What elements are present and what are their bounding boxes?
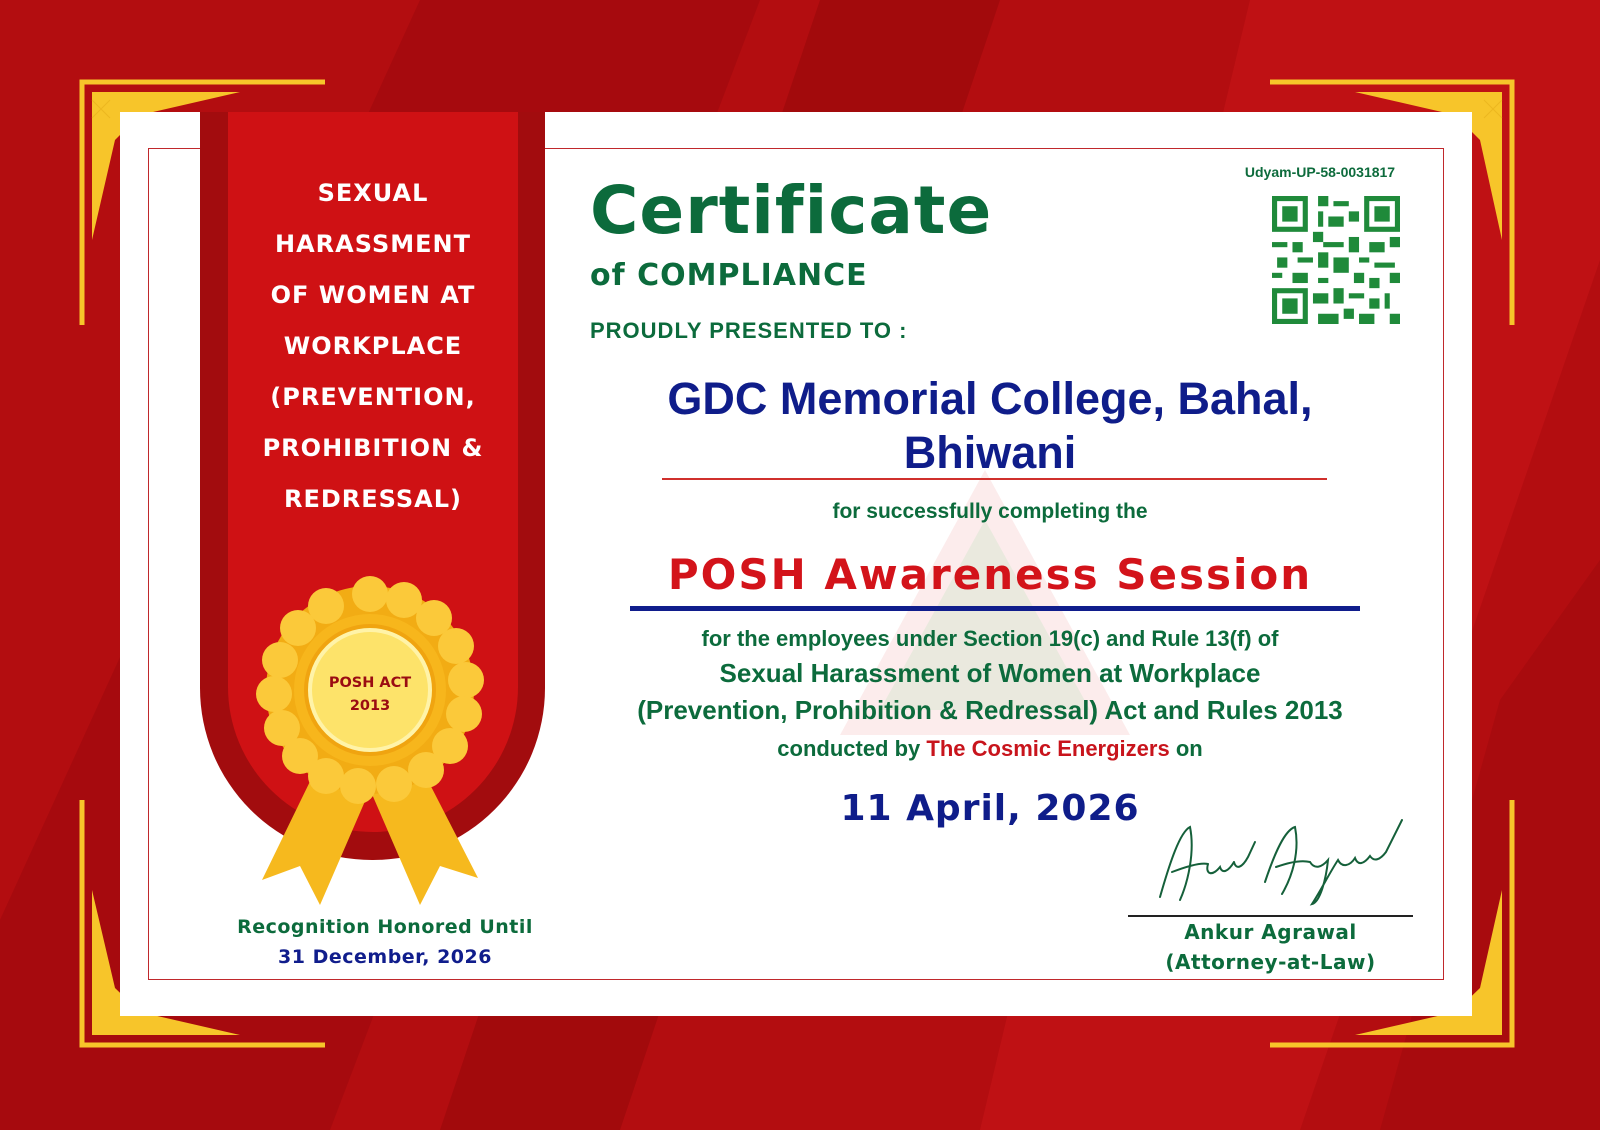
certificate-subtitle: of COMPLIANCE [590,258,868,293]
body-line-3: (Prevention, Prohibition & Redressal) Act and Rules 2013 [637,695,1343,725]
recipient-name: GDC Memorial College, Bahal, Bhiwani [667,373,1313,478]
conducted-org: The Cosmic Energizers [926,736,1170,761]
rosette-label [310,672,430,718]
rosette-label-line2: 2013 [349,698,391,714]
signature-line [1128,915,1413,917]
ribbon-line: (PREVENTION, [270,383,476,411]
session-underline [630,606,1360,611]
conducted-prefix: conducted by [777,736,921,761]
ribbon-line: SEXUAL [317,179,429,207]
ribbon-line: HARASSMENT [275,230,471,258]
qr-code-icon [1272,196,1400,324]
body-line-2: Sexual Harassment of Women at Workplace [719,658,1261,688]
certificate-title: Certificate [590,172,993,249]
signature-image [1150,812,1410,912]
ribbon-line: PROHIBITION & [262,434,484,462]
completing-text: for successfully completing the [832,500,1148,523]
session-date: 11 April, 2026 [840,788,1140,829]
signatory-title: (Attorney-at-Law) [1165,950,1376,974]
ribbon-line: OF WOMEN AT [270,281,476,309]
validity-label: Recognition Honored Until [237,916,533,938]
ribbon-line: REDRESSAL) [284,485,462,513]
recipient-underline [662,478,1327,480]
udyam-id: Udyam-UP-58-0031817 [1244,164,1396,180]
rosette-label-line1: POSH ACT [328,675,412,691]
session-title: POSH Awareness Session [667,550,1313,599]
validity-date: 31 December, 2026 [278,946,492,968]
signatory-name: Ankur Agrawal [1184,920,1357,944]
presented-label: PROUDLY PRESENTED TO : [590,318,908,343]
conducted-suffix: on [1175,736,1203,761]
body-line-1: for the employees under Section 19(c) and Rule 13(f) of [701,626,1279,651]
conducted-by-line [590,736,1390,762]
ribbon-line: WORKPLACE [283,332,463,360]
